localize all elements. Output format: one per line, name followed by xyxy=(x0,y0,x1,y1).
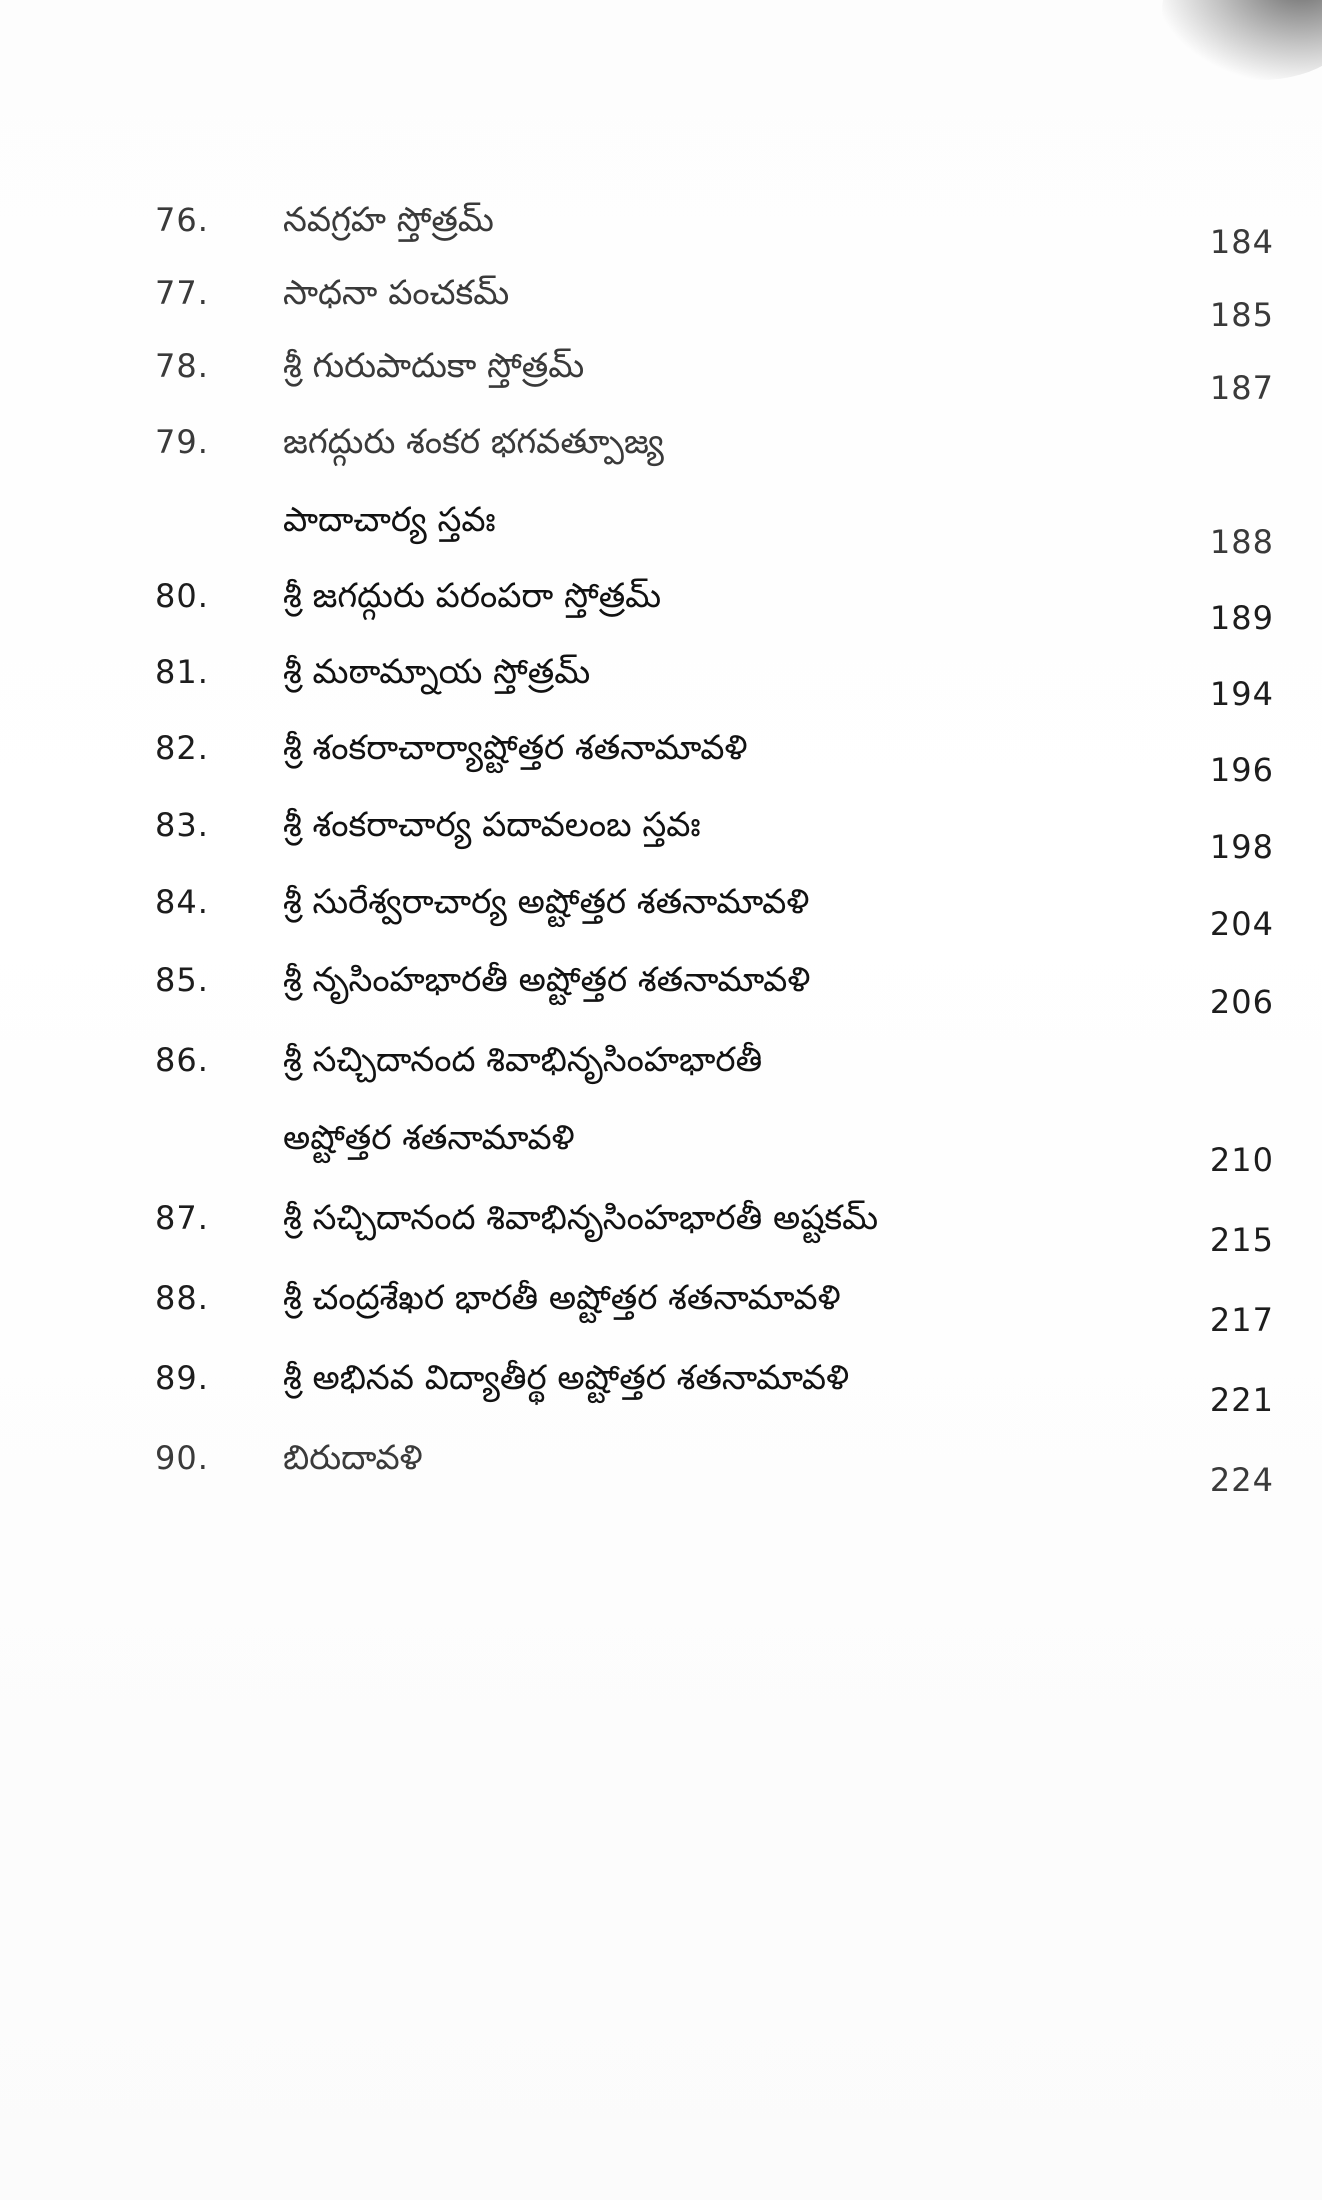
entry-page: 210 xyxy=(1209,1141,1274,1179)
toc-entry-77 xyxy=(0,263,1322,334)
entry-page: 184 xyxy=(1209,223,1274,261)
entry-title: శ్రీ అభినవ విద్యాతీర్థ అష్టోత్తర శతనామావళి xyxy=(283,1358,850,1398)
entry-number: 84. xyxy=(155,883,209,921)
toc-entry-90 xyxy=(0,1428,1322,1499)
entry-title-continued: అష్టోత్తర శతనామావళి xyxy=(283,1118,575,1158)
toc-entry-80 xyxy=(0,566,1322,637)
entry-number: 83. xyxy=(155,806,209,844)
toc-entry-76 xyxy=(0,190,1322,261)
entry-number: 81. xyxy=(155,653,209,691)
toc-entry-87 xyxy=(0,1188,1322,1259)
entry-title: శ్రీ గురుపాదుకా స్తోత్రమ్ xyxy=(283,346,585,386)
entry-number: 82. xyxy=(155,729,209,767)
entry-page: 187 xyxy=(1209,369,1274,407)
entry-title: శ్రీ సచ్చిదానంద శివాభినృసింహభారతీ xyxy=(283,1040,763,1080)
entry-number: 89. xyxy=(155,1359,209,1397)
entry-page: 206 xyxy=(1209,983,1274,1021)
toc-entry-79 xyxy=(0,412,1322,561)
entry-number: 76. xyxy=(155,201,209,239)
toc-entry-82 xyxy=(0,718,1322,789)
toc-entry-89 xyxy=(0,1348,1322,1419)
toc-entry-83 xyxy=(0,795,1322,866)
entry-number: 86. xyxy=(155,1041,209,1079)
entry-title: శ్రీ సచ్చిదానంద శివాభినృసింహభారతీ అష్టకమ్ xyxy=(283,1198,879,1238)
toc-entry-86 xyxy=(0,1030,1322,1179)
entry-title: బిరుదావళి xyxy=(283,1438,423,1478)
entry-number: 88. xyxy=(155,1279,209,1317)
entry-page: 189 xyxy=(1209,599,1274,637)
entry-title: సాధనా పంచకమ్ xyxy=(283,273,510,313)
toc-entry-81 xyxy=(0,642,1322,713)
entry-page: 217 xyxy=(1209,1301,1274,1339)
entry-title: నవగ్రహ స్తోత్రమ్ xyxy=(283,200,494,240)
entry-number: 87. xyxy=(155,1199,209,1237)
entry-title: శ్రీ నృసింహభారతీ అష్టోత్తర శతనామావళి xyxy=(283,960,811,1000)
entry-title: శ్రీ సురేశ్వరాచార్య అష్టోత్తర శతనామావళి xyxy=(283,882,810,922)
entry-page: 224 xyxy=(1209,1461,1274,1499)
entry-number: 79. xyxy=(155,423,209,461)
entry-number: 90. xyxy=(155,1439,209,1477)
entry-page: 196 xyxy=(1209,751,1274,789)
toc-entry-85 xyxy=(0,950,1322,1021)
entry-page: 194 xyxy=(1209,675,1274,713)
entry-page: 215 xyxy=(1209,1221,1274,1259)
entry-title: శ్రీ శంకరాచార్య పదావలంబ స్తవః xyxy=(283,805,701,845)
entry-page: 221 xyxy=(1209,1381,1274,1419)
entry-title: శ్రీ శంకరాచార్యాష్టోత్తర శతనామావళి xyxy=(283,728,748,768)
entry-title: శ్రీ జగద్గురు పరంపరా స్తోత్రమ్ xyxy=(283,576,662,616)
entry-title: జగద్గురు శంకర భగవత్పూజ్య xyxy=(283,422,664,462)
toc-entry-78 xyxy=(0,336,1322,407)
entry-title: శ్రీ మఠామ్నాయ స్తోత్రమ్ xyxy=(283,652,591,692)
entry-title: శ్రీ చంద్రశేఖర భారతీ అష్టోత్తర శతనామావళి xyxy=(283,1278,841,1318)
entry-number: 85. xyxy=(155,961,209,999)
toc-entry-84 xyxy=(0,872,1322,943)
entry-number: 77. xyxy=(155,274,209,312)
entry-page: 204 xyxy=(1209,905,1274,943)
entry-number: 80. xyxy=(155,577,209,615)
entry-page: 185 xyxy=(1209,296,1274,334)
entry-title-continued: పాదాచార్య స్తవః xyxy=(283,500,496,540)
entry-page: 198 xyxy=(1209,828,1274,866)
entry-number: 78. xyxy=(155,347,209,385)
toc-entry-88 xyxy=(0,1268,1322,1339)
entry-page: 188 xyxy=(1209,523,1274,561)
